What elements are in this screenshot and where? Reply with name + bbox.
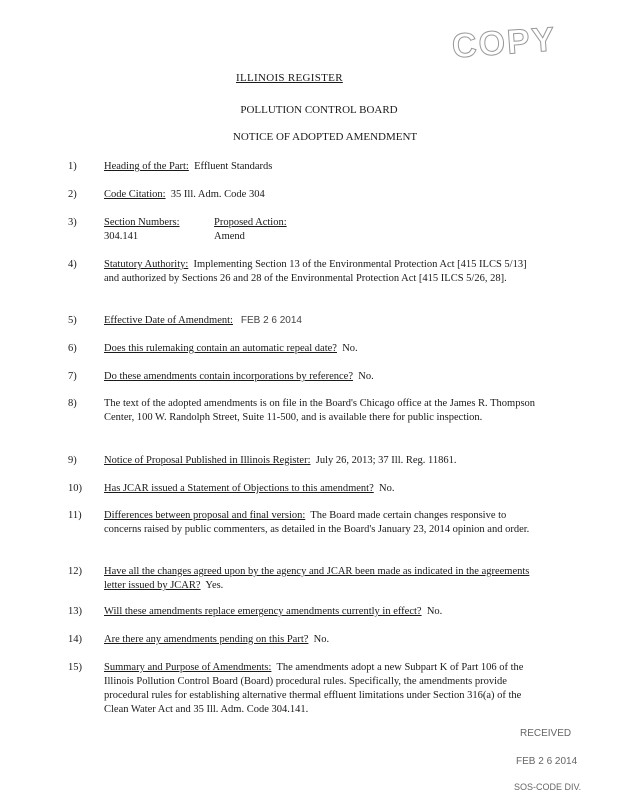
effective-date-stamp: FEB 2 6 2014 — [240, 315, 302, 326]
item-label: Will these amendments replace emergency amendments currently in effect? — [104, 606, 422, 617]
item-label: Effective Date of Amendment: — [104, 315, 233, 326]
item-label: Statutory Authority: — [104, 259, 189, 270]
item-label: Does this rulemaking contain an automatic repeal date? — [104, 343, 337, 354]
item-label: Differences between proposal and final version: — [104, 510, 306, 521]
item-text: No. — [379, 483, 395, 494]
item-text: No. — [426, 606, 443, 617]
received-stamp-line2: FEB 2 6 2014 — [516, 756, 578, 767]
item-label: Do these amendments contain incorporations by reference? — [104, 371, 353, 382]
copy-stamp: COPY — [450, 20, 558, 66]
proposed-action: Amend — [214, 231, 245, 242]
item-number: 2) — [68, 189, 77, 200]
item-text: Yes. — [205, 580, 224, 591]
proposed-action-label: Proposed Action: — [214, 217, 287, 228]
item-text: The text of the adopted amendments is on file in the Board's Chicago office at the James R. Thompson Center, 100 W. Randolph Street, Suite 11-500, and is available there for public inspection. — [104, 398, 536, 423]
item-label: Notice of Proposal Published in Illinois Register: — [104, 455, 311, 466]
item-number: 12) — [68, 566, 82, 577]
notice-title: NOTICE OF ADOPTED AMENDMENT — [232, 131, 418, 143]
item-label: Have all the changes agreed upon by the agency and JCAR been made as indicated in the agreements letter issued by JCAR? — [104, 566, 530, 591]
received-stamp-line3: SOS-CODE DIV. — [514, 782, 582, 792]
item-number: 7) — [68, 371, 77, 382]
item-text: Effluent Standards — [194, 161, 273, 172]
item-number: 9) — [68, 455, 77, 466]
item-text: The amendments adopt a new Subpart K of Part 106 of the Illinois Pollution Control Board (Board) procedural rules. Specifically, the amendments provide procedural rules for establishing alternative thermal effluent limitations under Section 316(a) of the Clean Water Act and 35 Ill. Adm. Code 304.141. — [104, 662, 524, 715]
item-label: Has JCAR issued a Statement of Objections to this amendment? — [104, 483, 374, 494]
item-number: 10) — [68, 483, 82, 494]
item-label: Heading of the Part: — [104, 161, 189, 172]
item-number: 4) — [68, 259, 77, 270]
board-title: POLLUTION CONTROL BOARD — [240, 104, 398, 116]
item-number: 5) — [68, 315, 77, 326]
item-text: No. — [313, 634, 330, 645]
item-number: 1) — [68, 161, 77, 172]
item-label: Are there any amendments pending on this Part? — [104, 634, 309, 645]
item-number: 13) — [68, 606, 82, 617]
item-number: 8) — [68, 398, 77, 409]
register-title: ILLINOIS REGISTER — [236, 72, 343, 84]
item-label: Code Citation: — [104, 189, 166, 200]
item-label: Summary and Purpose of Amendments: — [104, 662, 272, 673]
item-number: 11) — [68, 510, 82, 521]
section-number: 304.141 — [104, 231, 139, 242]
item-text: Implementing Section 13 of the Environmental Protection Act [415 ILCS 5/13] and authorized by Sections 26 and 28 of the Environmental Protection Act [415 ILCS 5/26, 28]. — [104, 259, 527, 284]
item-text: 35 Ill. Adm. Code 304 — [170, 189, 265, 200]
item-text: No. — [342, 343, 358, 354]
item-text: The Board made certain changes responsive to concerns raised by public commenters, as detailed in the Board's January 23, 2014 opinion and order. — [104, 510, 530, 535]
item-number: 6) — [68, 343, 77, 354]
item-number: 3) — [68, 217, 77, 228]
item-number: 14) — [68, 634, 82, 645]
item-number: 15) — [68, 662, 82, 673]
item-text: July 26, 2013; 37 Ill. Reg. 11861. — [315, 455, 457, 466]
item-text: No. — [358, 371, 374, 382]
section-numbers-label: Section Numbers: — [104, 217, 180, 228]
received-stamp-line1: RECEIVED — [520, 728, 572, 739]
